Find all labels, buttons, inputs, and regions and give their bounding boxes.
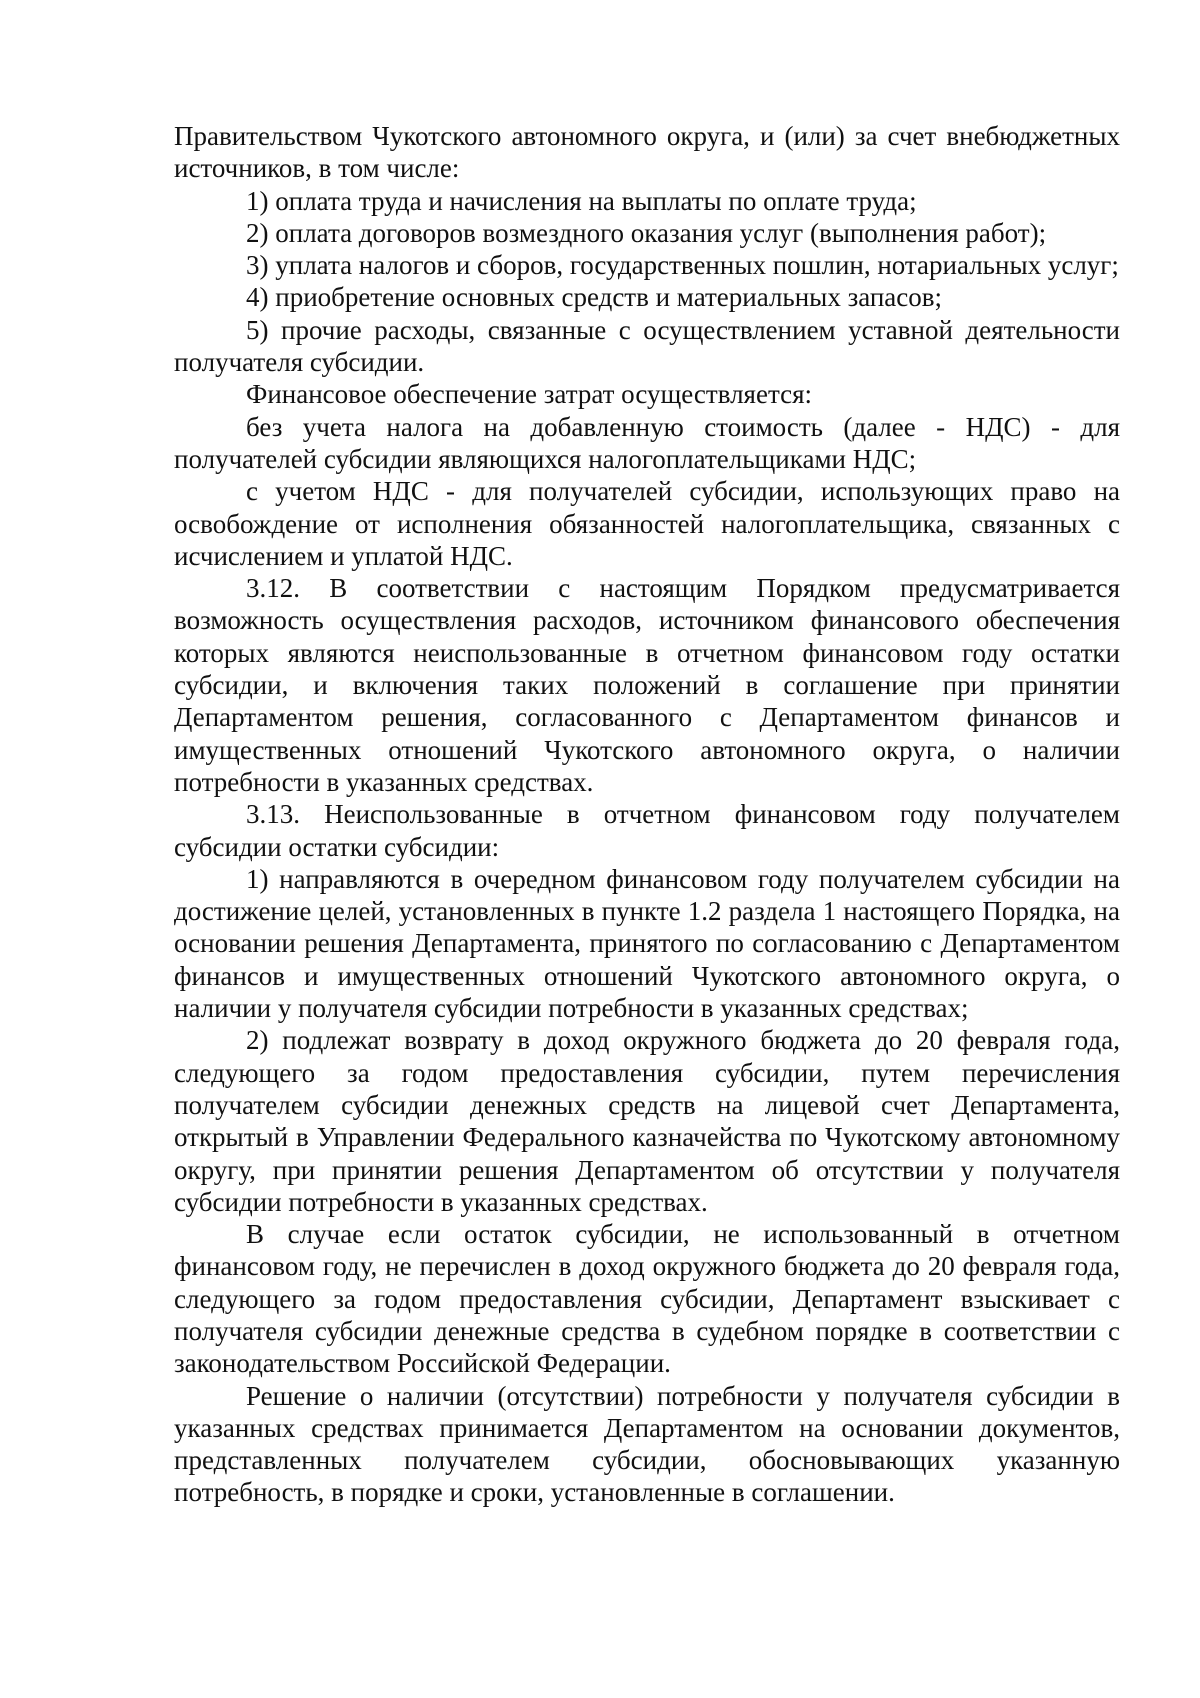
paragraph: Решение о наличии (отсутствии) потребности у получателя субсидии в указанных средствах принимается Департаментом на основании документов, представленных получателем субсидии, обосновывающих указанную потребность, в порядке и сроки, установленные в соглашении. xyxy=(174,1380,1120,1508)
paragraph: 2) оплата договоров возмездного оказания услуг (выполнения работ); xyxy=(246,217,1047,248)
paragraph: 3) уплата налогов и сборов, государственных пошлин, нотариальных услуг; xyxy=(246,250,1119,281)
paragraph: Финансовое обеспечение затрат осуществляется: xyxy=(246,379,812,410)
paragraph: 3.12. В соответствии с настоящим Порядком предусматривается возможность осуществления расходов, источником финансового обеспечения которых являются неиспользованные в отчетном финансовом году остатки субсидии, и включения таких положений в соглашение при принятии Департаментом решения, согласованного с Департаментом финансов и имущественных отношений Чукотского автономного округа, о наличии потребности в указанных средствах. xyxy=(174,573,1120,797)
paragraph: 4) приобретение основных средств и материальных запасов; xyxy=(246,282,943,313)
paragraph: 1) оплата труда и начисления на выплаты по оплате труда; xyxy=(246,185,917,216)
paragraph: Правительством Чукотского автономного округа, и (или) за счет внебюджетных источников, в том числе: xyxy=(174,121,1120,184)
document-body xyxy=(174,120,1120,1509)
paragraph: с учетом НДС - для получателей субсидии, использующих право на освобождение от исполнения обязанностей налогоплательщика, связанных с исчислением и уплатой НДС. xyxy=(174,476,1120,571)
paragraph: 3.13. Неиспользованные в отчетном финансовом году получателем субсидии остатки субсидии: xyxy=(174,799,1120,862)
paragraph: 2) подлежат возврату в доход окружного бюджета до 20 февраля года, следующего за годом предоставления субсидии, путем перечисления получателем субсидии денежных средств на лицевой счет Департамента, открытый в Управлении Федерального казначейства по Чукотскому автономному округу, при принятии решения Департаментом об отсутствии у получателя субсидии потребности в указанных средствах. xyxy=(174,1025,1120,1217)
paragraph: без учета налога на добавленную стоимость (далее - НДС) - для получателей субсидии являющихся налогоплательщиками НДС; xyxy=(174,411,1120,474)
paragraph: В случае если остаток субсидии, не использованный в отчетном финансовом году, не перечислен в доход окружного бюджета до 20 февраля года, следующего за годом предоставления субсидии, Департамент взыскивает с получателя субсидии денежные средства в судебном порядке в соответствии с законодательством Российской Федерации. xyxy=(174,1219,1120,1379)
paragraph: 1) направляются в очередном финансовом году получателем субсидии на достижение целей, установленных в пункте 1.2 раздела 1 настоящего Порядка, на основании решения Департамента, принятого по согласованию с Департаментом финансов и имущественных отношений Чукотского автономного округа, о наличии у получателя субсидии потребности в указанных средствах; xyxy=(174,863,1120,1024)
paragraph: 5) прочие расходы, связанные с осуществлением уставной деятельности получателя субсидии. xyxy=(174,314,1120,378)
